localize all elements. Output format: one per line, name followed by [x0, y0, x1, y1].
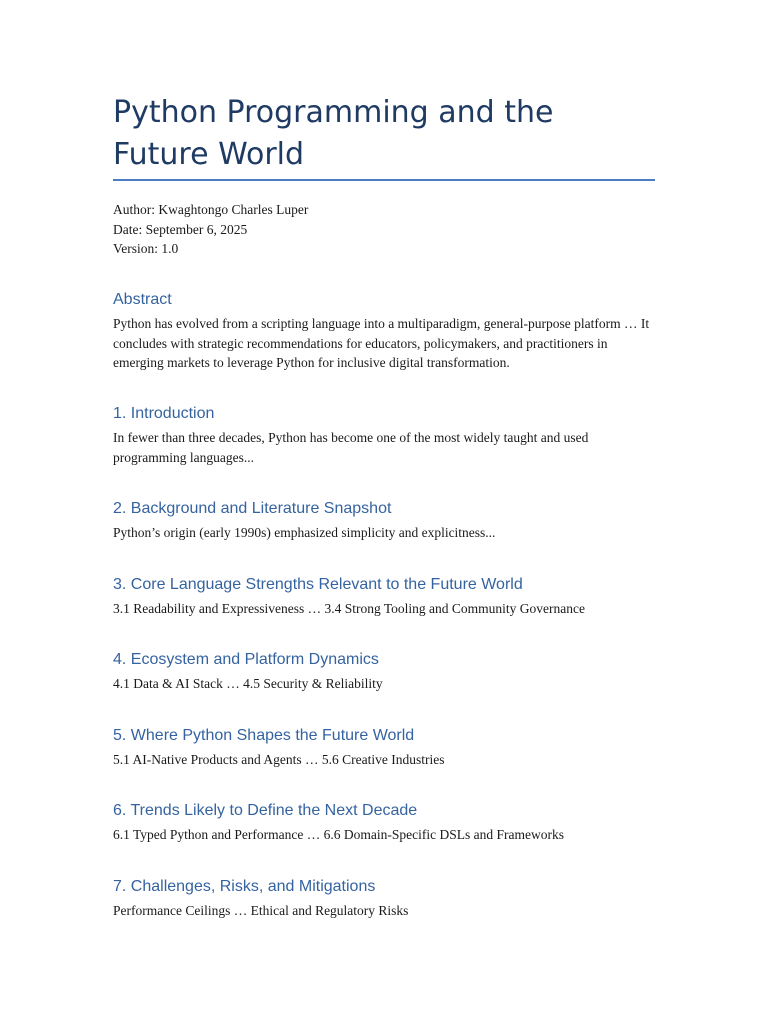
section-body: Performance Ceilings … Ethical and Regulatory Risks [113, 903, 409, 918]
section-heading: Abstract [113, 291, 172, 308]
section-python-shapes [113, 725, 658, 770]
section-trends [113, 800, 658, 845]
section-heading: 4. Ecosystem and Platform Dynamics [113, 651, 379, 668]
section-body: In fewer than three decades, Python has become one of the most widely taught and used programming languages... [113, 430, 589, 465]
section-body: Python’s origin (early 1990s) emphasized simplicity and explicitness... [113, 525, 496, 540]
section-heading: 1. Introduction [113, 405, 215, 422]
section-heading: 6. Trends Likely to Define the Next Decade [113, 802, 418, 819]
section-heading: 5. Where Python Shapes the Future World [113, 727, 415, 744]
section-body: 3.1 Readability and Expressiveness … 3.4 Strong Tooling and Community Governance [113, 601, 585, 616]
title-divider [113, 179, 655, 181]
section-challenges [113, 876, 658, 921]
section-body: 4.1 Data & AI Stack … 4.5 Security & Reliability [113, 676, 383, 691]
document-title: Python Programming and the Future World [113, 95, 554, 172]
section-core-strengths [113, 574, 658, 619]
section-heading: 2. Background and Literature Snapshot [113, 500, 392, 517]
section-heading: 3. Core Language Strengths Relevant to the Future World [113, 576, 523, 593]
section-body: 5.1 AI-Native Products and Agents … 5.6 Creative Industries [113, 752, 445, 767]
section-background [113, 498, 658, 543]
section-heading: 7. Challenges, Risks, and Mitigations [113, 878, 376, 895]
version-line: Version: 1.0 [113, 241, 179, 256]
section-ecosystem [113, 649, 658, 694]
author-line: Author: Kwaghtongo Charles Luper [113, 202, 309, 217]
document-meta [113, 200, 308, 259]
date-line: Date: September 6, 2025 [113, 221, 248, 237]
section-abstract [113, 289, 658, 373]
section-introduction [113, 403, 658, 467]
section-body: Python has evolved from a scripting language into a multiparadigm, general-purpose platform … It concludes with strategic recommendations for educators, policymakers, and practitioners in emerging markets to leverage Python for inclusive digital transformation. [113, 316, 650, 370]
section-body: 6.1 Typed Python and Performance … 6.6 Domain-Specific DSLs and Frameworks [113, 827, 564, 842]
